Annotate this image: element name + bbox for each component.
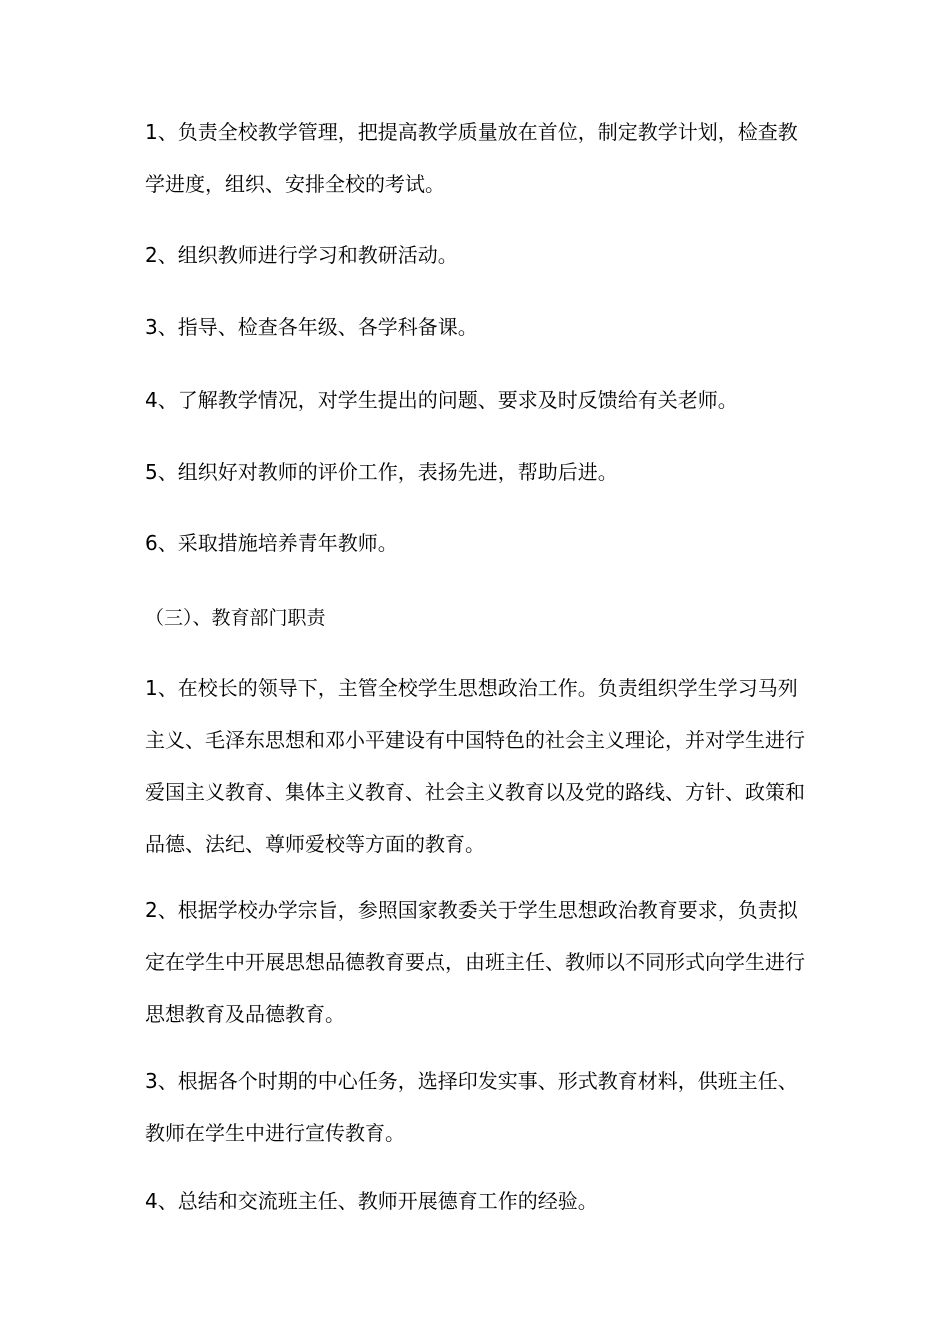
teaching-duty-2: 2、组织教师进行学习和教研活动。 xyxy=(145,243,458,267)
education-duty-4: 4、总结和交流班主任、教师开展德育工作的经验。 xyxy=(145,1189,598,1213)
section-heading: （三）、教育部门职责 xyxy=(145,607,326,629)
teaching-duty-4: 4、了解教学情况，对学生提出的问题、要求及时反馈给有关老师。 xyxy=(145,388,738,412)
education-duty-2: 2、根据学校办学宗旨，参照国家教委关于学生思想政治教育要求，负责拟定在学生中开展思想品德教育要点，由班主任、教师以不同形式向学生进行思想教育及品德教育。 xyxy=(145,898,805,1026)
education-duty-1: 1、在校长的领导下，主管全校学生思想政治工作。负责组织学生学习马列主义、毛泽东思想和邓小平建设有中国特色的社会主义理论，并对学生进行爱国主义教育、集体主义教育、社会主义教育以及党的路线、方针、政策和品德、法纪、尊师爱校等方面的教育。 xyxy=(145,676,805,856)
education-duty-3: 3、根据各个时期的中心任务，选择印发实事、形式教育材料，供班主任、教师在学生中进行宣传教育。 xyxy=(145,1069,798,1145)
teaching-duty-3: 3、指导、检查各年级、各学科备课。 xyxy=(145,315,478,339)
teaching-duty-5: 5、组织好对教师的评价工作，表扬先进，帮助后进。 xyxy=(145,460,618,484)
teaching-duty-6: 6、采取措施培养青年教师。 xyxy=(145,531,398,555)
teaching-duty-1: 1、负责全校教学管理，把提高教学质量放在首位，制定教学计划，检查教学进度，组织、安排全校的考试。 xyxy=(145,120,798,196)
